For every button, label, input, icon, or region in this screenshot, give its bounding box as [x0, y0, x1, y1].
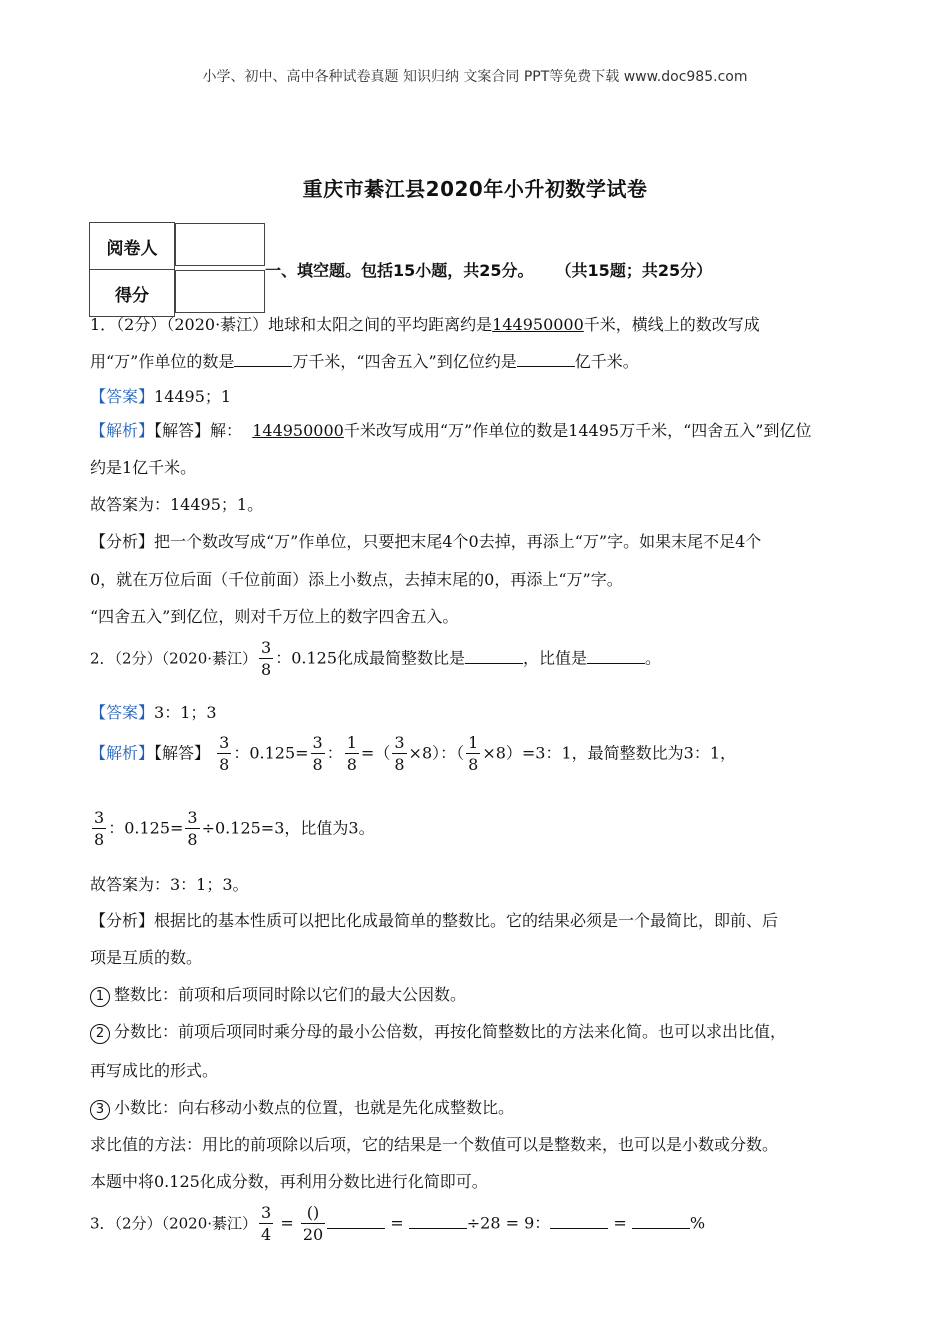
q3-fraction-1: $\frac{3}{4}$ — [261, 1203, 272, 1244]
q1-number: 144950000 — [492, 315, 584, 334]
section-summary: （共15题；共25分） — [563, 261, 713, 280]
section-heading — [265, 258, 712, 281]
q3-blank-4[interactable] — [632, 1214, 690, 1229]
score-cell — [175, 270, 265, 313]
reviewer-cell — [175, 223, 265, 266]
q1-stem-line2: 用“万”作单位的数是 万千米，“四舍五入”到亿位约是 亿千米。 — [90, 352, 639, 371]
q2-blank-2[interactable] — [587, 649, 645, 664]
section-title: 一、填空题。包括15小题，共25分。 — [265, 261, 534, 280]
q1-stem-line1: 1．（2分）（2020·綦江）地球和太阳之间的平均距离约是144950000千米，横线上的数改写成 — [90, 315, 760, 334]
q2-solution-line1: 【解析】【解答】 $\frac{3}{8}$ ：0.125= $\frac{3}{8}$ ： $\frac{1}{8}$ =（ $\frac{3}{8}$ ×8）：（ $\frac{1}{8}$ ×8）=3：1，最简整数比为3：1， — [90, 733, 737, 774]
q2-note: 本题中将0.125化成分数，再利用分数比进行化简即可。 — [90, 1172, 488, 1191]
q3-blank-1[interactable] — [327, 1214, 385, 1229]
circled-number-1: 1 — [90, 987, 110, 1007]
q1-analysis-line3: “四舍五入”到亿位，则对千万位上的数字四舍五入。 — [90, 607, 459, 626]
q2-stem: 2．（2分）（2020·綦江） $\frac{3}{8}$ ：0.125化成最简整数比是 ，比值是 。 — [90, 638, 662, 679]
q1-blank-1[interactable] — [234, 352, 292, 367]
q2-conclusion: 故答案为：3：1；3。 — [90, 875, 249, 894]
q2-item-3: 3 小数比：向右移动小数点的位置，也就是先化成整数比。 — [90, 1095, 514, 1120]
q2-item-2-cont: 再写成比的形式。 — [90, 1061, 219, 1080]
q1-blank-2[interactable] — [517, 352, 575, 367]
q1-analysis-line2: 0，就在万位后面（千位前面）添上小数点，去掉末尾的0，再添上“万”字。 — [90, 570, 623, 589]
q1-solution-line1: 【解析】【解答】解： 144950000千米改写成用“万”作单位的数是14495万千米，“四舍五入”到亿位 — [90, 421, 812, 440]
page-title: 重庆市綦江县2020年小升初数学试卷 — [302, 177, 648, 201]
circled-number-2: 2 — [90, 1024, 110, 1044]
q3-stem: 3．（2分）（2020·綦江） $\frac{3}{4}$ = $\frac{()}{20}$ = ÷28 = 9： = % — [90, 1203, 706, 1244]
q2-analysis-line2: 项是互质的数。 — [90, 948, 203, 967]
q3-fraction-2: $\frac{()}{20}$ — [302, 1203, 324, 1244]
q3-blank-2[interactable] — [409, 1214, 467, 1229]
score-label: 得分 — [90, 270, 175, 317]
q2-item-1: 1 整数比：前项和后项同时除以它们的最大公因数。 — [90, 982, 466, 1007]
q3-blank-3[interactable] — [550, 1214, 608, 1229]
q2-method: 求比值的方法：用比的前项除以后项，它的结果是一个数值可以是整数来，也可以是小数或分数。 — [90, 1135, 779, 1154]
q2-fraction: $\frac{3}{8}$ — [261, 638, 272, 679]
q2-blank-1[interactable] — [465, 649, 523, 664]
circled-number-3: 3 — [90, 1100, 110, 1120]
q2-analysis-line1: 【分析】根据比的基本性质可以把比化成最简单的整数比。它的结果必须是一个最简比，即前、后 — [90, 911, 779, 930]
header-banner: 小学、初中、高中各种试卷真题 知识归纳 文案合同 PPT等免费下载 www.doc985.com — [202, 69, 748, 85]
reviewer-label: 阅卷人 — [90, 223, 175, 270]
q1-solution-line2: 约是1亿千米。 — [90, 458, 197, 477]
q2-answer: 【答案】3：1；3 — [90, 703, 217, 722]
q2-item-2: 2 分数比：前项后项同时乘分母的最小公倍数，再按化简整数比的方法来化简。也可以求出比值， — [90, 1019, 786, 1044]
q1-conclusion: 故答案为：14495；1。 — [90, 495, 264, 514]
q1-analysis-line1: 【分析】把一个数改写成“万”作单位，只要把末尾4个0去掉，再添上“万”字。如果末尾不足4个 — [90, 532, 762, 551]
score-table — [89, 222, 266, 317]
q2-solution-line2: $\frac{3}{8}$ ：0.125= $\frac{3}{8}$ ÷0.125=3，比值为3。 — [94, 808, 375, 849]
q1-answer: 【答案】14495；1 — [90, 387, 232, 406]
